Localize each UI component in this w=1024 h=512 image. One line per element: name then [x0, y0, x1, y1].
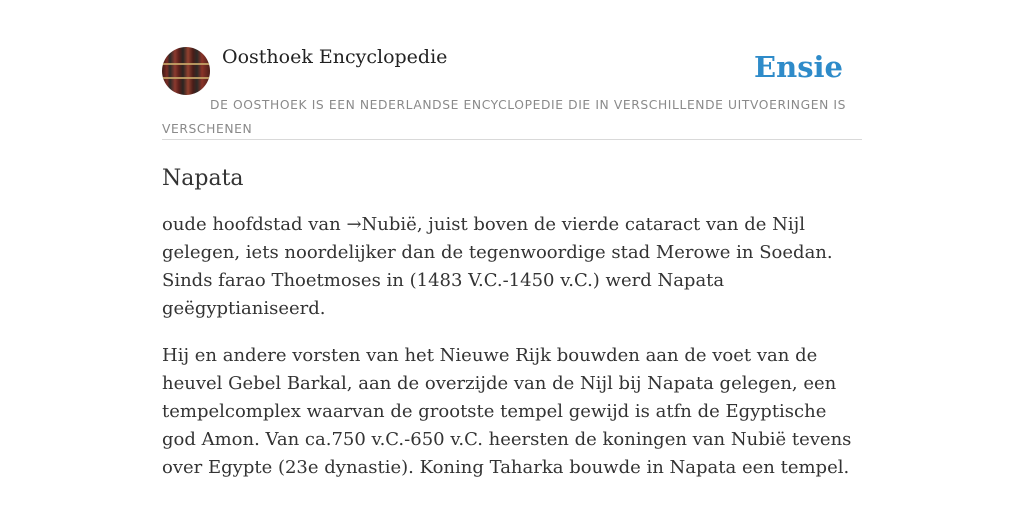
article-paragraph	[162, 211, 862, 323]
avatar-shelf-line	[162, 63, 210, 65]
avatar-shelf-line	[162, 77, 210, 79]
paragraph-text: oude hoofdstad van	[162, 214, 347, 235]
encyclopedia-books-icon[interactable]	[162, 47, 210, 95]
site-tagline: DE OOSTHOEK IS EEN NEDERLANDSE ENCYCLOPEDIE DIE IN VERSCHILLENDE UITVOERINGEN IS VERSCHENEN	[162, 98, 847, 136]
arrow-right-icon: →	[346, 214, 362, 235]
paragraph-text: , juist boven de vierde cataract van de Nijl gelegen, iets noordelijker dan de tegenwoordige stad Merowe in Soedan. Sinds farao Thoetmoses in (1483 V.C.-1450 v.C.) werd Napata geëgyptianiseerd.	[162, 214, 833, 319]
cross-reference-link[interactable]	[346, 214, 416, 235]
cross-reference-label: Nubië	[361, 214, 417, 235]
brand-logo-link[interactable]: Ensie	[754, 50, 843, 84]
article-paragraph: Hij en andere vorsten van het Nieuwe Rijk bouwden aan de voet van de heuvel Gebel Barkal, aan de overzijde van de Nijl bij Napata gelegen, een tempelcomplex waarvan de grootste tempel gewijd is atfn de Egyptische god Amon. Van ca.750 v.C.-650 v.C. heersten de koningen van Nubië tevens over Egypte (23e dynastie). Koning Taharka bouwde in Napata een tempel.	[162, 345, 852, 478]
article	[162, 160, 862, 501]
site-header	[162, 46, 862, 140]
article-title: Napata	[162, 166, 244, 191]
site-title[interactable]: Oosthoek Encyclopedie	[222, 46, 448, 68]
